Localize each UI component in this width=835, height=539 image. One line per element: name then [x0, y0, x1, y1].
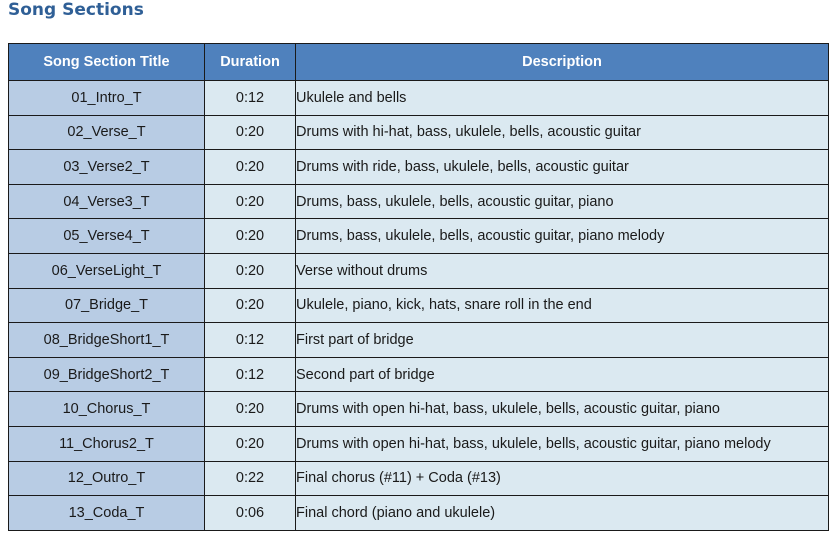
table-header-row: [9, 44, 829, 81]
cell-description: Drums with ride, bass, ukulele, bells, acoustic guitar: [296, 150, 829, 185]
cell-duration: 0:20: [205, 288, 296, 323]
cell-duration: 0:20: [205, 150, 296, 185]
cell-description: Final chorus (#11) + Coda (#13): [296, 461, 829, 496]
cell-duration: 0:06: [205, 496, 296, 531]
cell-description: Ukulele and bells: [296, 81, 829, 116]
table-row: [9, 461, 829, 496]
cell-section-title: 09_BridgeShort2_T: [9, 357, 205, 392]
cell-description: First part of bridge: [296, 323, 829, 358]
table-row: [9, 426, 829, 461]
table-row: [9, 357, 829, 392]
header-description: Description: [296, 44, 829, 81]
table-row: [9, 184, 829, 219]
table-row: [9, 323, 829, 358]
cell-description: Second part of bridge: [296, 357, 829, 392]
header-duration: Duration: [205, 44, 296, 81]
cell-section-title: 08_BridgeShort1_T: [9, 323, 205, 358]
cell-description: Drums, bass, ukulele, bells, acoustic guitar, piano: [296, 184, 829, 219]
cell-section-title: 10_Chorus_T: [9, 392, 205, 427]
table-row: [9, 150, 829, 185]
cell-duration: 0:20: [205, 426, 296, 461]
cell-description: Drums with open hi-hat, bass, ukulele, bells, acoustic guitar, piano melody: [296, 426, 829, 461]
table-row: [9, 253, 829, 288]
cell-duration: 0:12: [205, 81, 296, 116]
song-sections-table: [8, 43, 829, 531]
cell-section-title: 05_Verse4_T: [9, 219, 205, 254]
cell-section-title: 01_Intro_T: [9, 81, 205, 116]
table-row: [9, 115, 829, 150]
cell-section-title: 13_Coda_T: [9, 496, 205, 531]
cell-section-title: 04_Verse3_T: [9, 184, 205, 219]
cell-description: Drums with open hi-hat, bass, ukulele, bells, acoustic guitar, piano: [296, 392, 829, 427]
cell-section-title: 12_Outro_T: [9, 461, 205, 496]
section-heading: Song Sections: [8, 0, 144, 20]
cell-section-title: 03_Verse2_T: [9, 150, 205, 185]
cell-section-title: 11_Chorus2_T: [9, 426, 205, 461]
cell-section-title: 02_Verse_T: [9, 115, 205, 150]
cell-duration: 0:12: [205, 323, 296, 358]
cell-duration: 0:20: [205, 392, 296, 427]
cell-duration: 0:20: [205, 219, 296, 254]
cell-section-title: 06_VerseLight_T: [9, 253, 205, 288]
table-row: [9, 392, 829, 427]
cell-duration: 0:22: [205, 461, 296, 496]
table-row: [9, 288, 829, 323]
cell-description: Drums, bass, ukulele, bells, acoustic guitar, piano melody: [296, 219, 829, 254]
table-row: [9, 496, 829, 531]
cell-duration: 0:20: [205, 115, 296, 150]
cell-section-title: 07_Bridge_T: [9, 288, 205, 323]
cell-description: Final chord (piano and ukulele): [296, 496, 829, 531]
cell-duration: 0:20: [205, 184, 296, 219]
header-song-section-title: Song Section Title: [9, 44, 205, 81]
cell-description: Drums with hi-hat, bass, ukulele, bells, acoustic guitar: [296, 115, 829, 150]
table-row: [9, 81, 829, 116]
table-row: [9, 219, 829, 254]
cell-duration: 0:20: [205, 253, 296, 288]
cell-description: Verse without drums: [296, 253, 829, 288]
cell-duration: 0:12: [205, 357, 296, 392]
cell-description: Ukulele, piano, kick, hats, snare roll in the end: [296, 288, 829, 323]
